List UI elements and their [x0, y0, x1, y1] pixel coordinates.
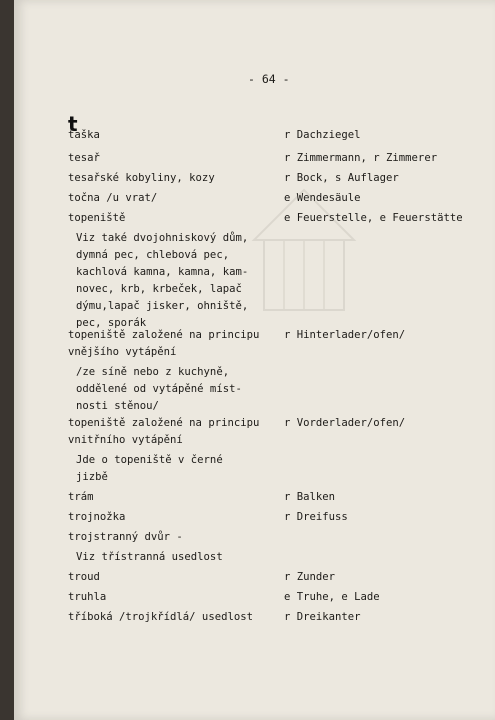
note-line: Viz také dvojohniskový dům,	[76, 232, 249, 244]
entry-german-wendesaule: e Wendesäule	[284, 192, 361, 204]
note-line: dýmu,lapač jisker, ohniště,	[76, 300, 249, 312]
note-line: Viz třístranná usedlost	[76, 551, 223, 563]
note-line: novec, krb, krbeček, lapač	[76, 283, 242, 295]
entry-german-balken: r Balken	[284, 491, 336, 503]
entry-czech-tesar: tesař	[68, 152, 100, 164]
note-line: Jde o topeniště v černé	[76, 454, 223, 466]
entry-czech-topeniste: topeniště	[68, 212, 126, 224]
entry-german-feuerstelle: e Feuerstelle, e Feuerstätte	[284, 212, 463, 224]
entry-continuation: vnitřního vytápění	[68, 434, 183, 446]
entry-czech-tram: trám	[68, 491, 94, 503]
entry-german-dreikanter: r Dreikanter	[284, 611, 361, 623]
note-line: pec, sporák	[76, 317, 147, 329]
entry-german-bock: r Bock, s Auflager	[284, 172, 399, 184]
entry-czech-truhla: truhla	[68, 591, 107, 603]
entry-german-dachziegel: r Dachziegel	[284, 129, 361, 141]
note-line: kachlová kamna, kamna, kam-	[76, 266, 249, 278]
entry-czech-triboka-usedlost: tříboká /trojkřídlá/ usedlost	[68, 611, 253, 623]
page-number: - 64 -	[248, 72, 290, 86]
entry-continuation: vnějšího vytápění	[68, 346, 177, 358]
entry-czech-tocna: točna /u vrat/	[68, 192, 158, 204]
entry-german-hinterlader: r Hinterlader/ofen/	[284, 329, 406, 341]
entry-czech-troud: troud	[68, 571, 100, 583]
entry-german-zimmermann: r Zimmermann, r Zimmerer	[284, 152, 438, 164]
bleed-through-house-illustration	[244, 180, 364, 320]
document-page	[14, 0, 495, 720]
entry-czech-kobyliny: tesařské kobyliny, kozy	[68, 172, 215, 184]
entry-czech-trojnozka: trojnožka	[68, 511, 126, 523]
note-line: dymná pec, chlebová pec,	[76, 249, 230, 261]
entry-czech-tuska: taška	[68, 129, 100, 141]
entry-german-dreifuss: r Dreifuss	[284, 511, 348, 523]
entry-czech-topeniste-vnejsi: topeniště založené na principu	[68, 329, 260, 341]
section-letter: t	[68, 112, 78, 136]
note-line: oddělené od vytápěné míst-	[76, 383, 242, 395]
entry-german-zunder: r Zunder	[284, 571, 336, 583]
entry-german-truhe: e Truhe, e Lade	[284, 591, 380, 603]
entry-czech-topeniste-vnitrni: topeniště založené na principu	[68, 417, 260, 429]
note-line: /ze síně nebo z kuchyně,	[76, 366, 230, 378]
note-line: nosti stěnou/	[76, 400, 159, 412]
entry-german-vorderlader: r Vorderlader/ofen/	[284, 417, 406, 429]
note-line: jizbě	[76, 471, 108, 483]
entry-czech-trojstranny-dvur: trojstranný dvůr -	[68, 531, 183, 543]
